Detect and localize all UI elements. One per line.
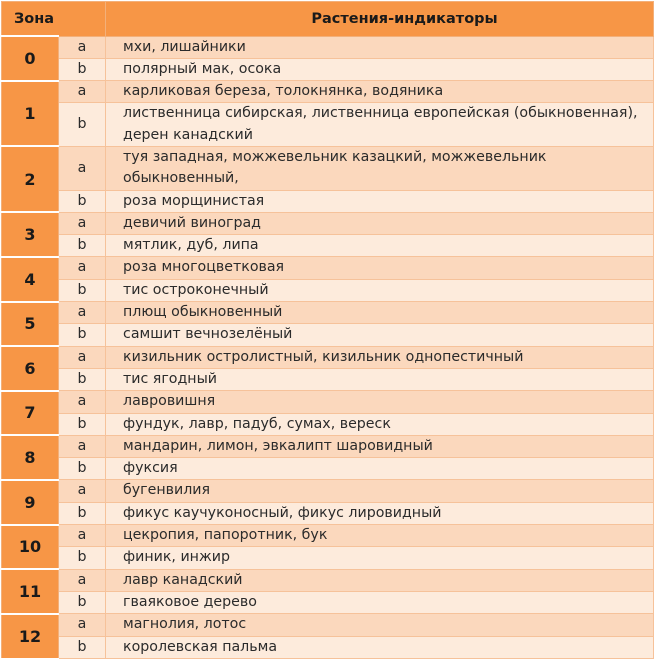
table-header-row <box>2 2 654 37</box>
table-row <box>2 212 654 234</box>
indicator-plants: карликовая береза, толокнянка, водяника <box>106 81 654 103</box>
subzone-label: a <box>59 614 106 636</box>
subzone-label: a <box>59 257 106 279</box>
indicator-plants: полярный мак, осока <box>106 58 654 80</box>
subzone-label: b <box>59 502 106 524</box>
indicator-plants: лиственница сибирская, лиственница европейская (обыкновенная), дерен канадский <box>106 103 654 147</box>
subzone-label: b <box>59 235 106 257</box>
indicator-plants: мхи, лишайники <box>106 36 654 58</box>
table-row <box>2 36 654 58</box>
table-body <box>2 36 654 658</box>
subzone-label: a <box>59 146 106 190</box>
table-row <box>2 413 654 435</box>
subzone-label: a <box>59 346 106 368</box>
table-row <box>2 235 654 257</box>
indicator-plants: тис остроконечный <box>106 279 654 301</box>
subzone-label: a <box>59 435 106 457</box>
table-row <box>2 257 654 279</box>
indicator-plants: роза многоцветковая <box>106 257 654 279</box>
indicator-plants: фикус каучуконосный, фикус лировидный <box>106 502 654 524</box>
subzone-label: b <box>59 324 106 346</box>
subzone-label: a <box>59 81 106 103</box>
table-row <box>2 435 654 457</box>
indicator-plants: королевская пальма <box>106 636 654 658</box>
subzone-label: b <box>59 368 106 390</box>
subzone-label: b <box>59 458 106 480</box>
indicator-plants: цекропия, папоротник, бук <box>106 525 654 547</box>
indicator-plants: самшит вечнозелёный <box>106 324 654 346</box>
indicator-plants: кизильник остролистный, кизильник однопестичный <box>106 346 654 368</box>
zone-number: 6 <box>2 346 59 391</box>
subzone-label: b <box>59 279 106 301</box>
zone-table-container <box>0 1 655 659</box>
table-row <box>2 190 654 212</box>
zone-number: 1 <box>2 81 59 147</box>
zone-number: 0 <box>2 36 59 81</box>
hardiness-zone-table <box>1 1 654 659</box>
subzone-label: b <box>59 547 106 569</box>
table-row <box>2 502 654 524</box>
table-row <box>2 636 654 658</box>
header-plants: Растения-индикаторы <box>106 2 654 37</box>
subzone-label: b <box>59 591 106 613</box>
header-zone: Зона <box>2 2 106 37</box>
indicator-plants: мандарин, лимон, эвкалипт шаровидный <box>106 435 654 457</box>
indicator-plants: тис ягодный <box>106 368 654 390</box>
subzone-label: a <box>59 525 106 547</box>
subzone-label: a <box>59 569 106 591</box>
zone-number: 3 <box>2 212 59 257</box>
table-row <box>2 391 654 413</box>
zone-number: 4 <box>2 257 59 302</box>
table-row <box>2 614 654 636</box>
indicator-plants: девичий виноград <box>106 212 654 234</box>
zone-number: 7 <box>2 391 59 436</box>
zone-number: 8 <box>2 435 59 480</box>
table-row <box>2 81 654 103</box>
indicator-plants: лавровишня <box>106 391 654 413</box>
indicator-plants: финик, инжир <box>106 547 654 569</box>
indicator-plants: гваяковое дерево <box>106 591 654 613</box>
table-row <box>2 569 654 591</box>
indicator-plants: туя западная, можжевельник казацкий, можжевельник обыкновенный, <box>106 146 654 190</box>
indicator-plants: бугенвилия <box>106 480 654 502</box>
table-row <box>2 346 654 368</box>
subzone-label: a <box>59 480 106 502</box>
zone-number: 2 <box>2 146 59 212</box>
indicator-plants: роза морщинистая <box>106 190 654 212</box>
indicator-plants: фуксия <box>106 458 654 480</box>
subzone-label: b <box>59 636 106 658</box>
table-row <box>2 547 654 569</box>
indicator-plants: фундук, лавр, падуб, сумах, вереск <box>106 413 654 435</box>
zone-number: 11 <box>2 569 59 614</box>
subzone-label: a <box>59 302 106 324</box>
table-row <box>2 480 654 502</box>
subzone-label: b <box>59 58 106 80</box>
table-row <box>2 525 654 547</box>
indicator-plants: лавр канадский <box>106 569 654 591</box>
indicator-plants: мятлик, дуб, липа <box>106 235 654 257</box>
table-row <box>2 146 654 190</box>
table-row <box>2 58 654 80</box>
subzone-label: b <box>59 103 106 147</box>
zone-number: 5 <box>2 302 59 347</box>
zone-number: 9 <box>2 480 59 525</box>
indicator-plants: плющ обыкновенный <box>106 302 654 324</box>
table-row <box>2 458 654 480</box>
zone-number: 12 <box>2 614 59 659</box>
table-row <box>2 103 654 147</box>
table-row <box>2 324 654 346</box>
subzone-label: a <box>59 391 106 413</box>
subzone-label: b <box>59 190 106 212</box>
zone-number: 10 <box>2 525 59 570</box>
subzone-label: a <box>59 36 106 58</box>
subzone-label: a <box>59 212 106 234</box>
subzone-label: b <box>59 413 106 435</box>
table-row <box>2 279 654 301</box>
table-row <box>2 368 654 390</box>
table-row <box>2 591 654 613</box>
indicator-plants: магнолия, лотос <box>106 614 654 636</box>
table-row <box>2 302 654 324</box>
